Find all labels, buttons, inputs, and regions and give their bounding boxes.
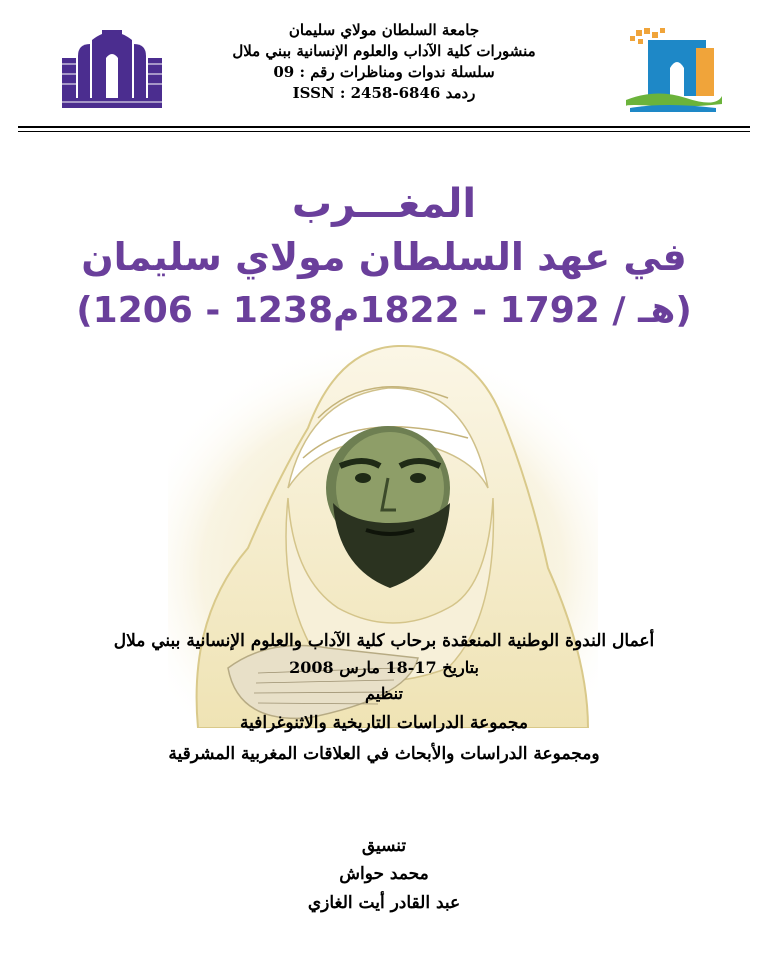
editor-name-1: محمد حواش — [339, 864, 429, 884]
organizer-group-2: ومجموعة الدراسات والأبحاث في العلاقات المغربية المشرقية — [168, 744, 600, 764]
coordination-block — [0, 833, 768, 918]
title-dates: (1206 - 1238هـ / 1792 - 1822م) — [76, 290, 692, 331]
issn-number: ردمد ISSN : 2458-6846 — [292, 84, 476, 102]
book-title — [0, 178, 768, 338]
university-name: جامعة السلطان مولاي سليمان — [288, 21, 480, 39]
university-building-logo — [62, 28, 162, 108]
conference-info — [60, 627, 708, 769]
title-line-1: المغـــرب — [291, 181, 477, 227]
organizer-group-1: مجموعة الدراسات التاريخية والاثنوغرافية — [240, 713, 528, 733]
organization-label: تنظيم — [365, 684, 403, 703]
editor-name-2: عبد القادر أيت الغازي — [307, 893, 461, 913]
series-number: سلسلة ندوات ومناظرات رقم : 09 — [273, 63, 495, 81]
page-header — [0, 0, 768, 130]
conference-date: بتاريخ 17-18 مارس 2008 — [289, 658, 479, 677]
header-divider-thin — [18, 131, 750, 132]
faculty-logo — [626, 26, 722, 112]
coordination-label: تنسيق — [361, 836, 407, 856]
faculty-publications: منشورات كلية الآداب والعلوم الإنسانية ببني ملال — [232, 42, 536, 60]
proceedings-line: أعمال الندوة الوطنية المنعقدة برحاب كلية الآداب والعلوم الإنسانية ببني ملال — [113, 631, 655, 651]
title-line-2: في عهد السلطان مولاي سليمان — [81, 235, 687, 279]
header-divider-thick — [18, 126, 750, 128]
